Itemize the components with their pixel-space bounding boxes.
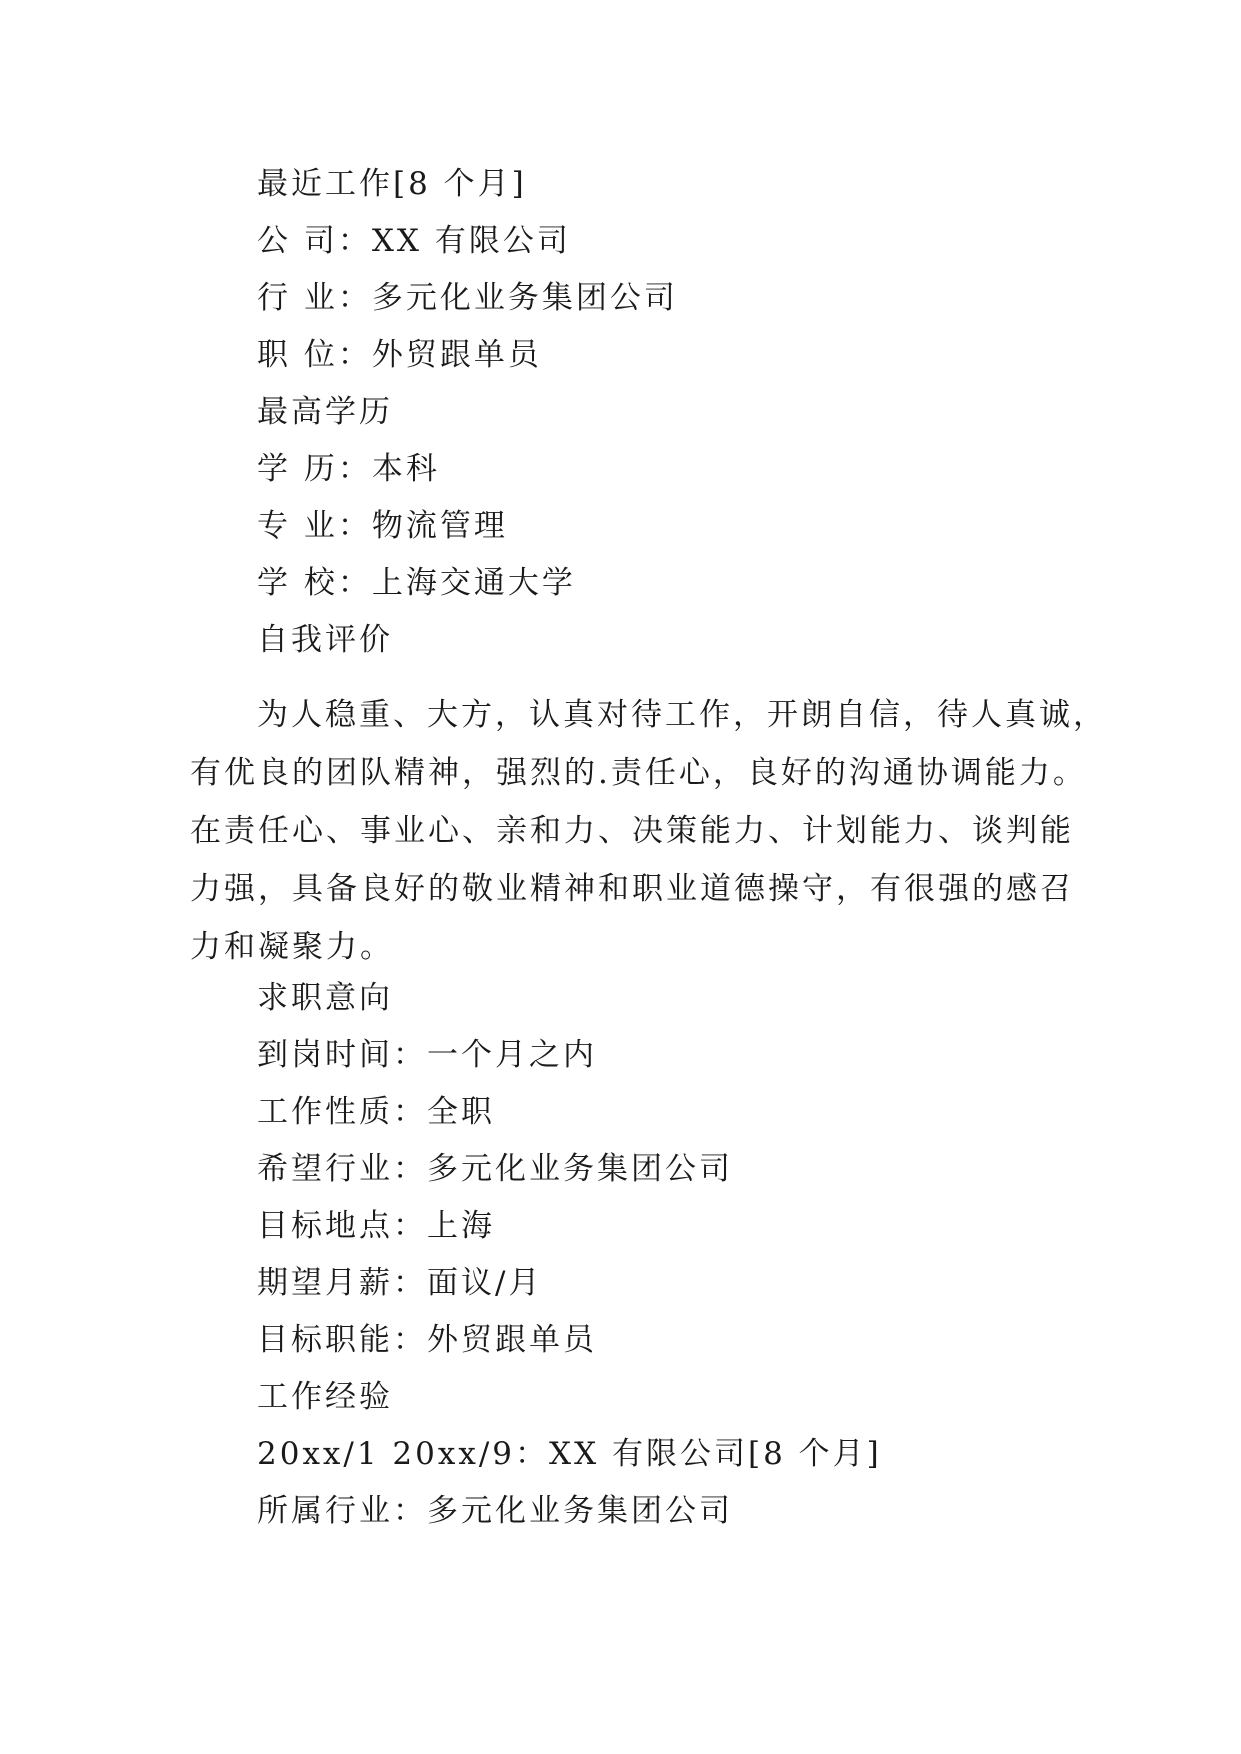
self-evaluation-line: 在责任心、事业心、亲和力、决策能力、计划能力、谈判能 xyxy=(190,813,1074,849)
education-heading: 最高学历 xyxy=(257,394,393,430)
position-line: 职 位：外贸跟单员 xyxy=(257,337,542,373)
degree-line: 学 历：本科 xyxy=(257,451,440,487)
self-evaluation-line: 力强，具备良好的敬业精神和职业道德操守，有很强的感召 xyxy=(190,871,1074,907)
self-evaluation-line: 为人稳重、大方，认真对待工作，开朗自信，待人真诚， xyxy=(257,697,1107,733)
school-line: 学 校：上海交通大学 xyxy=(257,565,576,601)
arrival-time-line: 到岗时间：一个月之内 xyxy=(257,1037,597,1073)
desired-industry-line: 希望行业：多元化业务集团公司 xyxy=(257,1151,733,1187)
work-industry-line: 所属行业：多元化业务集团公司 xyxy=(257,1493,733,1529)
work-experience-heading: 工作经验 xyxy=(257,1379,393,1415)
company-line: 公 司：XX 有限公司 xyxy=(257,223,571,259)
work-nature-line: 工作性质：全职 xyxy=(257,1094,495,1130)
self-evaluation-paragraph xyxy=(190,686,1107,976)
self-evaluation-line: 力和凝聚力。 xyxy=(190,929,394,965)
recent-job-heading: 最近工作[8 个月] xyxy=(257,166,527,202)
job-intention-heading: 求职意向 xyxy=(257,980,393,1016)
self-evaluation-heading: 自我评价 xyxy=(257,622,393,658)
target-function-line: 目标职能：外贸跟单员 xyxy=(257,1322,597,1358)
self-evaluation-line: 有优良的团队精神，强烈的.责任心，良好的沟通协调能力。 xyxy=(190,755,1087,791)
industry-line: 行 业：多元化业务集团公司 xyxy=(257,280,678,316)
major-line: 专 业：物流管理 xyxy=(257,508,508,544)
target-location-line: 目标地点：上海 xyxy=(257,1208,495,1244)
work-period-line: 20xx/1 20xx/9：XX 有限公司[8 个月] xyxy=(257,1436,882,1472)
expected-salary-line: 期望月薪：面议/月 xyxy=(257,1265,543,1301)
